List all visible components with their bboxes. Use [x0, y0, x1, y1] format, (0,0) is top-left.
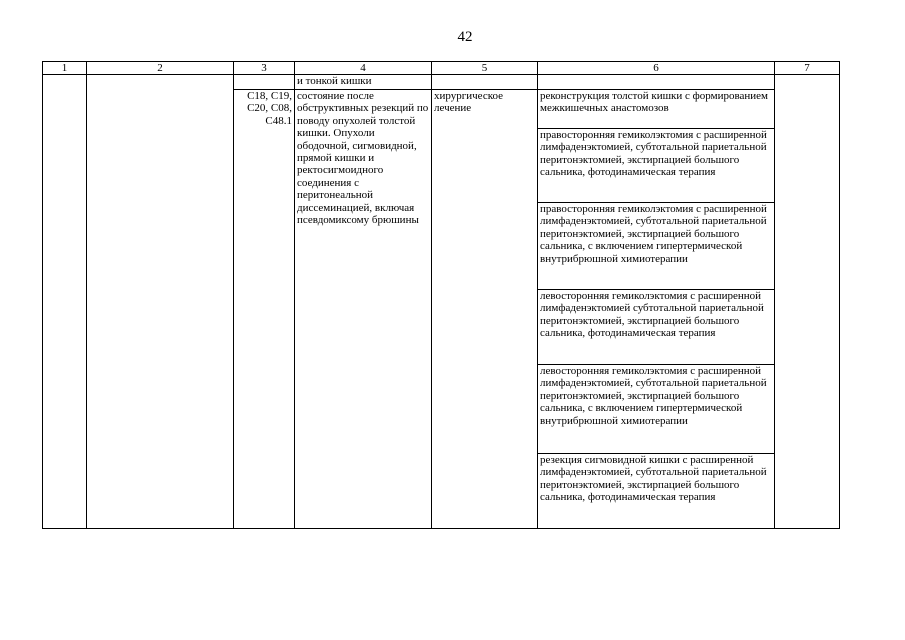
column-header: 7: [775, 62, 840, 75]
empty-cell: [234, 75, 295, 90]
table-row: [43, 75, 840, 90]
column-header: 2: [87, 62, 234, 75]
column-header: 5: [432, 62, 538, 75]
column-header: 1: [43, 62, 87, 75]
empty-cell: [432, 75, 538, 90]
method-cell: левосторонняя гемиколэктомия с расширенной лимфаденэктомией, субтотальной париетальной перитонэктомией, экстирпацией большого сальника, с включением гипертермической внутрибрюшной химиотерапии: [538, 365, 775, 454]
column-header: 3: [234, 62, 295, 75]
method-cell: реконструкция толстой кишки с формированием межкишечных анастомозов: [538, 90, 775, 129]
empty-cell: [775, 75, 840, 529]
column-header: 4: [295, 62, 432, 75]
column-header: 6: [538, 62, 775, 75]
treatment-type-cell: хирургическое лечение: [432, 90, 538, 529]
column-number-row: [43, 62, 840, 75]
method-cell: правосторонняя гемиколэктомия с расширенной лимфаденэктомией, субтотальной париетальной перитонэктомией, экстирпацией большого сальника, с включением гипертермической внутрибрюшной химиотерапии: [538, 203, 775, 290]
condition-cell: состояние после обструктивных резекций по поводу опухолей толстой кишки. Опухоли ободочной, сигмовидной, прямой кишки и ректосигмоидного соединения с перитонеальной диссеминацией, включая псевдомиксому брюшины: [295, 90, 432, 529]
empty-cell: [87, 75, 234, 529]
method-cell: резекция сигмовидной кишки с расширенной лимфаденэктомией, субтотальной париетальной перитонэктомией, экстирпацией большого сальника, фотодинамическая терапия: [538, 454, 775, 529]
page-number: 42: [457, 29, 473, 45]
medical-care-table: [42, 61, 840, 529]
empty-cell: [538, 75, 775, 90]
empty-cell: [43, 75, 87, 529]
condition-continuation-cell: и тонкой кишки: [295, 75, 432, 90]
method-cell: левосторонняя гемиколэктомия с расширенной лимфаденэктомией субтотальной париетальной перитонэктомией, экстирпацией большого сальника, фотодинамическая терапия: [538, 290, 775, 365]
method-cell: правосторонняя гемиколэктомия с расширенной лимфаденэктомией, субтотальной париетальной перитонэктомией, экстирпацией большого сальника, фотодинамическая терапия: [538, 129, 775, 203]
diagnosis-codes-cell: C18, C19, C20, C08, C48.1: [234, 90, 295, 529]
